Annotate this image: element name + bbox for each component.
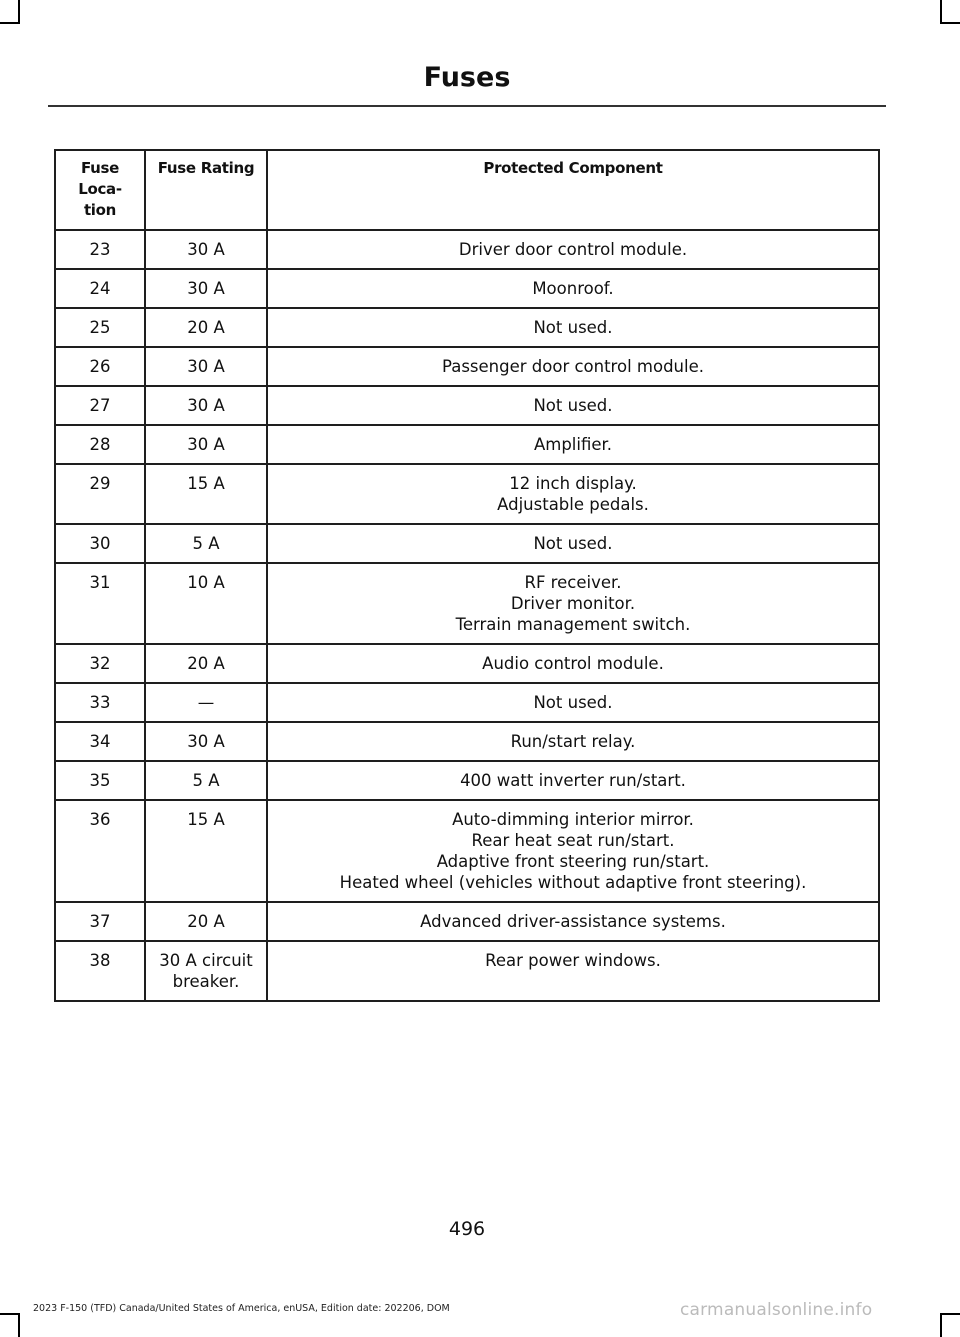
page-number: 496 <box>448 1218 486 1240</box>
protected-component-cell <box>267 902 879 941</box>
protected-component-line: 400 watt inverter run/start. <box>460 771 686 790</box>
fuse-location-cell: 26 <box>55 347 145 386</box>
crop-mark <box>940 1313 942 1337</box>
table-row <box>55 425 879 464</box>
fuse-rating-line: 20 A <box>187 318 225 337</box>
fuse-location-cell: 28 <box>55 425 145 464</box>
table-row <box>55 386 879 425</box>
fuse-rating-line: 30 A <box>187 732 225 751</box>
protected-component-cell <box>267 761 879 800</box>
fuse-rating-cell <box>145 230 267 269</box>
protected-component-line: Driver monitor. <box>510 594 636 613</box>
fuse-location-cell: 25 <box>55 308 145 347</box>
fuse-rating-cell <box>145 683 267 722</box>
table-row <box>55 347 879 386</box>
fuse-rating-line: 30 A <box>187 435 225 454</box>
fuse-rating-cell <box>145 269 267 308</box>
fuse-location-cell: 37 <box>55 902 145 941</box>
fuse-location-cell: 35 <box>55 761 145 800</box>
protected-component-line: Driver door control module. <box>458 240 688 259</box>
protected-component-cell <box>267 722 879 761</box>
protected-component-line: Heated wheel (vehicles without adaptive front steering). <box>339 873 807 892</box>
protected-component-cell <box>267 308 879 347</box>
fuse-rating-line: 5 A <box>192 534 220 553</box>
protected-component-cell <box>267 524 879 563</box>
protected-component-cell <box>267 800 879 902</box>
protected-component-line: Run/start relay. <box>510 732 636 751</box>
fuse-rating-cell <box>145 425 267 464</box>
fuse-rating-line: 20 A <box>187 654 225 673</box>
protected-component-line: Advanced driver-assistance systems. <box>420 912 726 931</box>
crop-mark <box>18 1313 20 1337</box>
fuse-rating-line: breaker. <box>172 972 240 991</box>
fuse-rating-cell <box>145 941 267 1001</box>
protected-component-line: Not used. <box>533 318 613 337</box>
crop-mark <box>940 0 942 24</box>
header-fuse-location-line: Loca- <box>78 180 122 198</box>
table-row <box>55 644 879 683</box>
protected-component-line: Not used. <box>533 534 613 553</box>
fuse-rating-line: 30 A <box>187 357 225 376</box>
fuse-location-cell: 34 <box>55 722 145 761</box>
table-row <box>55 761 879 800</box>
protected-component-line: Passenger door control module. <box>442 357 704 376</box>
fuse-rating-line: 30 A <box>187 396 225 415</box>
fuse-rating-cell <box>145 524 267 563</box>
footer-edition-text: 2023 F-150 (TFD) Canada/United States of America, enUSA, Edition date: 202206, DOM <box>33 1303 450 1314</box>
crop-mark <box>940 22 960 24</box>
protected-component-line: Auto-dimming interior mirror. <box>452 810 694 829</box>
fuse-rating-line: 5 A <box>192 771 220 790</box>
table-header-row <box>55 150 879 230</box>
table-row <box>55 230 879 269</box>
crop-mark <box>940 1313 960 1315</box>
fuse-rating-line: 10 A <box>187 573 225 592</box>
fuse-location-cell: 38 <box>55 941 145 1001</box>
fuse-rating-cell <box>145 800 267 902</box>
table-row <box>55 941 879 1001</box>
fuse-rating-cell <box>145 563 267 644</box>
table-row <box>55 269 879 308</box>
header-protected-component: Protected Component <box>267 150 879 230</box>
fuse-location-cell: 36 <box>55 800 145 902</box>
table-row <box>55 902 879 941</box>
protected-component-line: Rear power windows. <box>485 951 661 970</box>
protected-component-cell <box>267 347 879 386</box>
crop-mark <box>0 1313 20 1315</box>
fuse-location-cell: 23 <box>55 230 145 269</box>
fuse-rating-line: — <box>197 693 215 712</box>
page-title: Fuses <box>423 62 511 93</box>
protected-component-line: 12 inch display. <box>509 474 637 493</box>
fuse-rating-cell <box>145 308 267 347</box>
protected-component-line: Rear heat seat run/start. <box>471 831 675 850</box>
fuse-location-cell: 24 <box>55 269 145 308</box>
fuse-location-cell: 33 <box>55 683 145 722</box>
protected-component-line: Amplifier. <box>533 435 613 454</box>
header-fuse-location-line: Fuse <box>80 159 120 177</box>
protected-component-line: Adaptive front steering run/start. <box>436 852 710 871</box>
protected-component-cell <box>267 269 879 308</box>
table-row <box>55 308 879 347</box>
fuse-rating-cell <box>145 386 267 425</box>
protected-component-line: Not used. <box>533 693 613 712</box>
protected-component-cell <box>267 683 879 722</box>
fuse-rating-line: 20 A <box>187 912 225 931</box>
header-fuse-location <box>55 150 145 230</box>
table-row <box>55 524 879 563</box>
table-row <box>55 464 879 524</box>
protected-component-cell <box>267 230 879 269</box>
protected-component-line: RF receiver. <box>524 573 622 592</box>
fuse-rating-line: 30 A circuit <box>159 951 253 970</box>
protected-component-line: Terrain management switch. <box>455 615 691 634</box>
protected-component-cell <box>267 941 879 1001</box>
fuse-rating-cell <box>145 722 267 761</box>
protected-component-cell <box>267 464 879 524</box>
fuse-table-body <box>55 230 879 1001</box>
protected-component-cell <box>267 644 879 683</box>
table-row <box>55 683 879 722</box>
fuse-rating-cell <box>145 644 267 683</box>
fuse-rating-cell <box>145 902 267 941</box>
protected-component-line: Audio control module. <box>482 654 664 673</box>
header-fuse-location-line: tion <box>83 201 117 219</box>
fuse-rating-line: 30 A <box>187 279 225 298</box>
protected-component-line: Not used. <box>533 396 613 415</box>
protected-component-cell <box>267 425 879 464</box>
fuse-rating-cell <box>145 761 267 800</box>
fuse-rating-line: 15 A <box>187 810 225 829</box>
protected-component-cell <box>267 563 879 644</box>
crop-mark <box>0 22 20 24</box>
header-rule <box>48 105 886 107</box>
fuse-location-cell: 32 <box>55 644 145 683</box>
fuse-rating-cell <box>145 464 267 524</box>
watermark: carmanualsonline.info <box>680 1300 873 1320</box>
crop-mark <box>18 0 20 24</box>
fuse-location-cell: 29 <box>55 464 145 524</box>
fuse-location-cell: 31 <box>55 563 145 644</box>
header-fuse-rating: Fuse Rating <box>145 150 267 230</box>
table-row <box>55 563 879 644</box>
fuse-rating-cell <box>145 347 267 386</box>
fuse-location-cell: 30 <box>55 524 145 563</box>
protected-component-line: Moonroof. <box>532 279 614 298</box>
protected-component-cell <box>267 386 879 425</box>
fuse-rating-line: 30 A <box>187 240 225 259</box>
fuse-location-cell: 27 <box>55 386 145 425</box>
table-row <box>55 800 879 902</box>
fuse-table <box>54 149 880 1002</box>
protected-component-line: Adjustable pedals. <box>497 495 649 514</box>
table-row <box>55 722 879 761</box>
fuse-rating-line: 15 A <box>187 474 225 493</box>
